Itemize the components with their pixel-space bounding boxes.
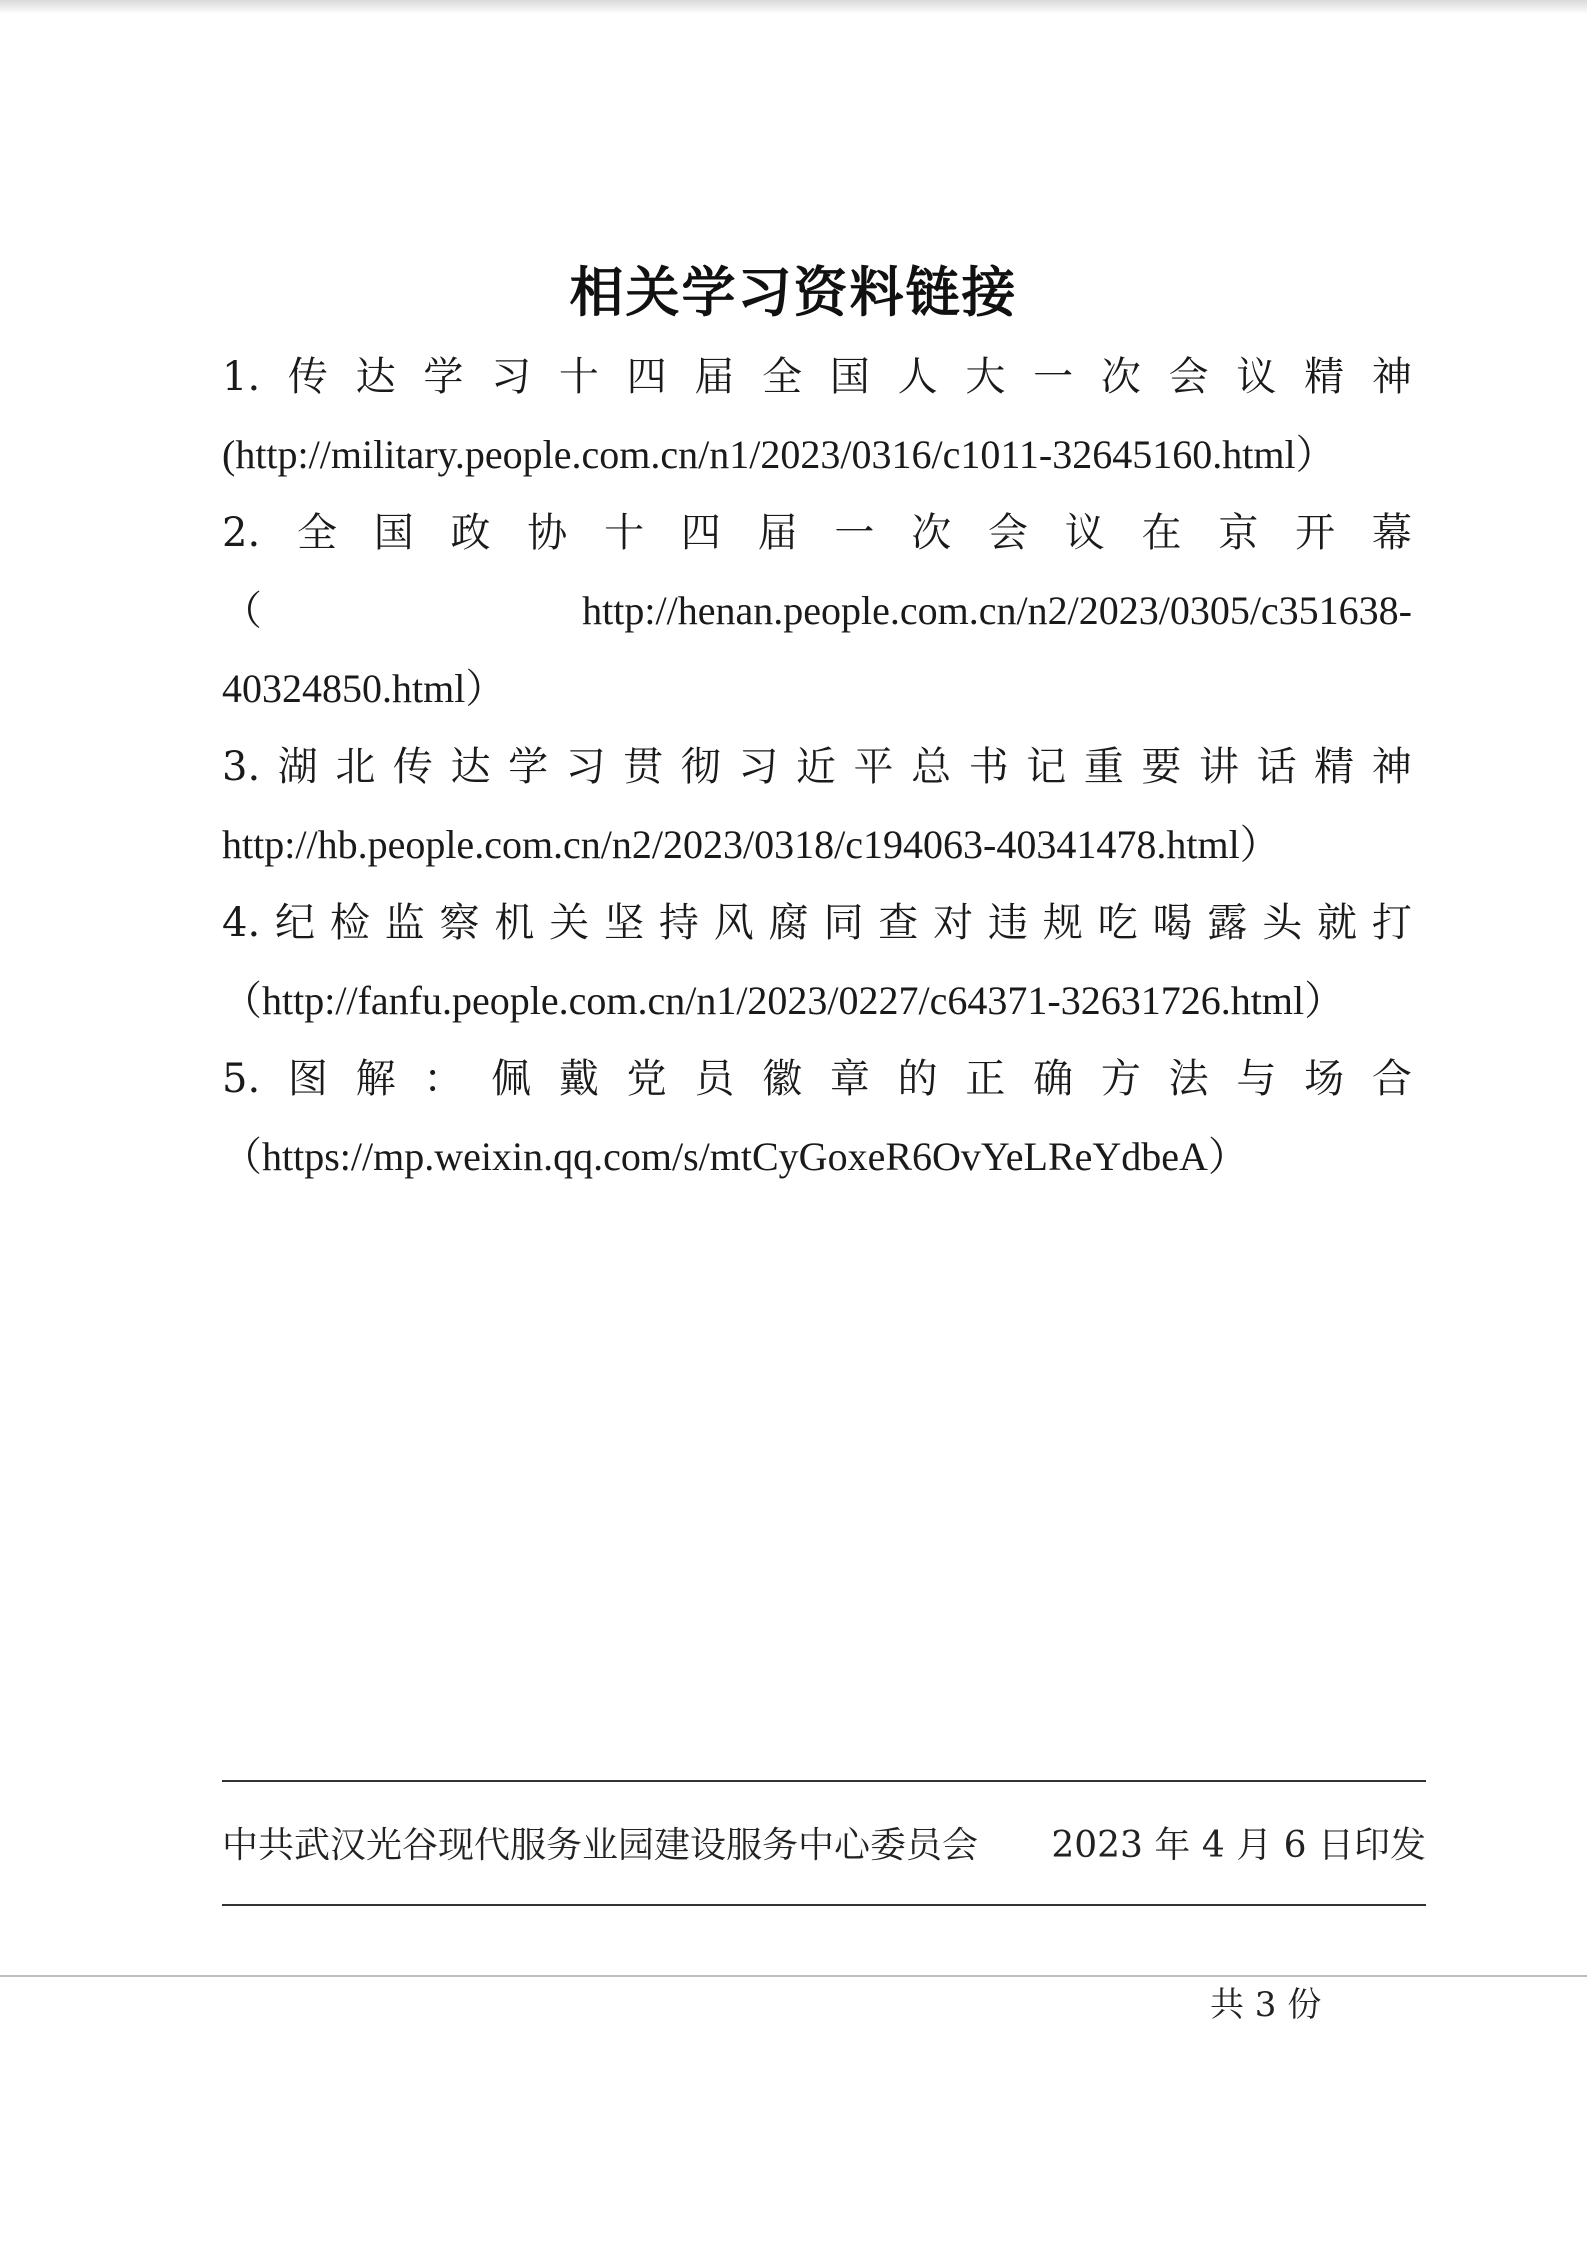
heading-char: 政 [450, 510, 491, 556]
heading-char: 合 [1371, 1056, 1412, 1102]
heading-char: 习 [491, 354, 532, 400]
heading-char: 场 [1304, 1056, 1345, 1102]
footer-top-rule [222, 1780, 1426, 1782]
heading-char: 十 [558, 354, 599, 400]
heading-char: 吃 [1097, 900, 1138, 946]
heading-char: 解 [355, 1056, 396, 1102]
item-1-heading [222, 338, 1412, 416]
item-2-link-end[interactable]: 40324850.html） [222, 666, 506, 711]
heading-char: 全 [296, 510, 337, 556]
heading-char: 佩 [491, 1056, 532, 1102]
heading-char: 全 [762, 354, 803, 400]
heading-char: 神 [1371, 354, 1412, 400]
heading-char: 开 [1295, 510, 1336, 556]
heading-char: 届 [757, 510, 798, 556]
heading-char: 神 [1371, 744, 1412, 790]
heading-char: 戴 [558, 1056, 599, 1102]
item-1-link[interactable]: (http://military.people.com.cn/n1/2023/0316/c1011-32645160.html） [222, 432, 1336, 477]
heading-char: 幕 [1371, 510, 1412, 556]
heading-char: 学 [508, 744, 549, 790]
heading-char: 重 [1083, 744, 1124, 790]
heading-char: 国 [829, 354, 870, 400]
item-5-heading [222, 1040, 1412, 1118]
item-number: 1. [222, 354, 261, 400]
issuer: 中共武汉光谷现代服务业园建设服务中心委员会 [222, 1825, 979, 1866]
heading-char: 与 [1236, 1056, 1277, 1102]
heading-char: 书 [968, 744, 1009, 790]
footer-issuer-line [222, 1818, 1426, 1874]
heading-char: 总 [911, 744, 952, 790]
item-4-link[interactable]: （http://fanfu.people.com.cn/n1/2023/0227/c64371-32631726.html） [222, 978, 1345, 1023]
heading-char: 一 [834, 510, 875, 556]
heading-char: 检 [329, 900, 370, 946]
heading-char: 头 [1262, 900, 1303, 946]
heading-char: 习 [738, 744, 779, 790]
heading-char: 持 [658, 900, 699, 946]
heading-char: 的 [897, 1056, 938, 1102]
item-number: 2. [222, 510, 261, 556]
heading-char: 议 [1064, 510, 1105, 556]
url-start: http://henan.people.com.cn/n2/2023/0305/c351638- [582, 588, 1412, 633]
page-edge [0, 1975, 1587, 1977]
heading-char: 协 [527, 510, 568, 556]
heading-char: 国 [373, 510, 414, 556]
heading-char: 察 [439, 900, 480, 946]
heading-char: 精 [1304, 354, 1345, 400]
item-4-heading [222, 884, 1412, 962]
heading-char: 机 [494, 900, 535, 946]
heading-char: 对 [933, 900, 974, 946]
item-number: 3. [222, 744, 261, 790]
heading-char: 话 [1256, 744, 1297, 790]
document-title: 相关学习资料链接 [569, 261, 1018, 324]
heading-char: 京 [1218, 510, 1259, 556]
heading-char: 腐 [768, 900, 809, 946]
heading-char: 章 [829, 1056, 870, 1102]
heading-char: 学 [423, 354, 464, 400]
heading-char: 露 [1207, 900, 1248, 946]
heading-char: 传 [392, 744, 433, 790]
heading-char: 党 [626, 1056, 667, 1102]
heading-char: 图 [287, 1056, 328, 1102]
heading-char: 徽 [762, 1056, 803, 1102]
heading-char: 人 [897, 354, 938, 400]
heading-char: 纪 [275, 900, 316, 946]
open-paren: （ [222, 588, 262, 633]
item-2-link-start[interactable] [222, 572, 1412, 650]
heading-char: 确 [1033, 1056, 1074, 1102]
item-number: 4. [222, 900, 261, 946]
heading-char: 员 [694, 1056, 735, 1102]
heading-char: 议 [1236, 354, 1277, 400]
heading-char: 坚 [604, 900, 645, 946]
heading-char: 近 [795, 744, 836, 790]
heading-char: 会 [1168, 354, 1209, 400]
heading-char: 风 [713, 900, 754, 946]
heading-char: 方 [1100, 1056, 1141, 1102]
copy-count: 共 3 份 [1210, 1985, 1322, 2025]
item-3-heading [222, 728, 1412, 806]
heading-char: 彻 [680, 744, 721, 790]
heading-char: 次 [911, 510, 952, 556]
heading-char: 会 [987, 510, 1028, 556]
heading-char: 习 [565, 744, 606, 790]
heading-char: 喝 [1152, 900, 1193, 946]
heading-char: 讲 [1199, 744, 1239, 790]
heading-char: 传 [287, 354, 328, 400]
heading-char: 湖 [277, 744, 318, 790]
heading-char: 记 [1026, 744, 1067, 790]
issue-date: 2023 年 4 月 6 日印发 [1051, 1825, 1426, 1866]
scan-top-shadow [0, 0, 1587, 14]
footer-bottom-rule [222, 1904, 1426, 1906]
heading-char: 监 [384, 900, 425, 946]
heading-char: 规 [1042, 900, 1083, 946]
heading-char: 违 [987, 900, 1028, 946]
heading-char: 要 [1141, 744, 1182, 790]
item-3-link[interactable]: http://hb.people.com.cn/n2/2023/0318/c194063-40341478.html） [222, 822, 1280, 867]
heading-char: 北 [335, 744, 376, 790]
heading-char: 次 [1100, 354, 1141, 400]
heading-char: 同 [823, 900, 864, 946]
item-5-link[interactable]: （https://mp.weixin.qq.com/s/mtCyGoxeR6OvYeLReYdbeA） [222, 1134, 1248, 1179]
heading-char: 一 [1033, 354, 1074, 400]
heading-char: 四 [626, 354, 667, 400]
heading-char: 达 [355, 354, 396, 400]
item-number: 5. [222, 1056, 261, 1102]
heading-char: 大 [965, 354, 1006, 400]
heading-char: 平 [853, 744, 894, 790]
heading-char: ： [423, 1056, 464, 1102]
item-2-heading [222, 494, 1412, 572]
link-list [222, 338, 1412, 1196]
heading-char: 查 [878, 900, 919, 946]
heading-char: 在 [1141, 510, 1182, 556]
heading-char: 就 [1317, 900, 1358, 946]
heading-char: 打 [1371, 900, 1412, 946]
heading-char: 届 [694, 354, 735, 400]
heading-char: 十 [604, 510, 645, 556]
heading-char: 精 [1314, 744, 1355, 790]
heading-char: 关 [549, 900, 590, 946]
heading-char: 法 [1168, 1056, 1209, 1102]
heading-char: 正 [965, 1056, 1006, 1102]
heading-char: 贯 [623, 744, 664, 790]
heading-char: 达 [450, 744, 491, 790]
heading-char: 四 [680, 510, 721, 556]
